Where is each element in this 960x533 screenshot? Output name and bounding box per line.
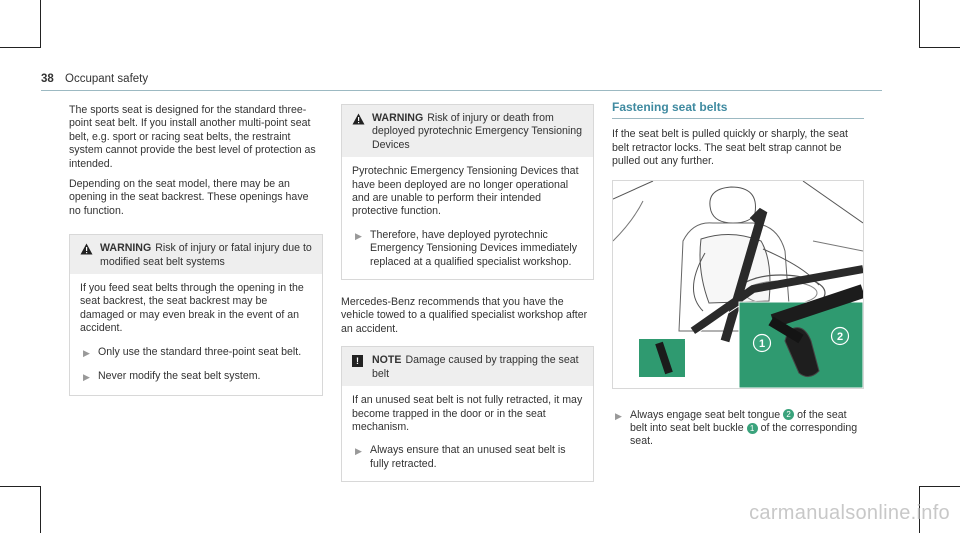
- crop-mark: [40, 486, 41, 533]
- instruction-part: of the seat belt into seat belt buckle: [630, 408, 847, 435]
- paragraph: If the seat belt is pulled quickly or sharply, the seat belt retractor locks. The seat belt strap cannot be pulled out any further.: [612, 128, 848, 168]
- list-item-text: Always ensure that an unused seat belt is fully retracted.: [370, 444, 566, 470]
- warning-text: Pyrotechnic Emergency Tensioning Devices that have been deployed are no longer operational and are unable to perform their intended protective function.: [352, 165, 579, 218]
- warning-text: If you feed seat belts through the opening in the seat backrest, the seat backrest may be damaged or may even break in the event of an accident.: [80, 282, 304, 335]
- page-header: [41, 73, 148, 85]
- header-rule: [41, 90, 882, 91]
- warning-label: WARNING: [100, 242, 152, 255]
- arrow-bullet-icon: ▶: [83, 347, 90, 358]
- note-body: [342, 386, 593, 481]
- paragraph: Mercedes-Benz recommends that you have the vehicle towed to a qualified specialist workshop after an accident.: [341, 296, 588, 335]
- seat-belt-illustration: [612, 180, 864, 389]
- section-heading: Fastening seat belts: [612, 101, 864, 119]
- callout-ref-2: 2: [783, 409, 794, 420]
- warning-triangle-icon: [80, 243, 100, 259]
- section-title: Occupant safety: [65, 73, 149, 85]
- warning-box: [69, 234, 323, 395]
- list-item-text: Therefore, have deployed pyrotechnic Emergency Tensioning Devices immediately replaced at a qualified specialist workshop.: [370, 228, 578, 268]
- arrow-bullet-icon: ▶: [83, 372, 90, 383]
- list-item: [352, 444, 583, 471]
- warning-title: [372, 112, 583, 152]
- list-item: [80, 370, 312, 384]
- warning-title: [100, 242, 312, 269]
- crop-mark: [920, 486, 960, 487]
- list-item: [80, 346, 312, 360]
- note-icon: !: [352, 355, 372, 368]
- note-text: If an unused seat belt is not fully retracted, it may become trapped in the door or in the seat mechanism.: [352, 394, 583, 433]
- instruction-part: Always engage seat belt tongue: [630, 408, 781, 421]
- crop-mark: [919, 0, 920, 48]
- warning-box: [341, 104, 594, 280]
- crop-mark: [0, 486, 40, 487]
- warning-title-text: Risk of injury or death from deployed pyrotechnic Emergency Tensioning Devices: [372, 112, 583, 151]
- note-title: [372, 354, 583, 381]
- warning-label: WARNING: [372, 112, 424, 124]
- warning-body: [70, 274, 322, 394]
- arrow-bullet-icon: ▶: [355, 446, 362, 457]
- arrow-bullet-icon: ▶: [615, 410, 622, 421]
- column-2: [341, 104, 594, 482]
- crop-mark: [40, 0, 41, 48]
- crop-mark: [0, 47, 40, 48]
- list-item-text: Only use the standard three-point seat belt.: [98, 345, 302, 358]
- note-label: NOTE: [372, 354, 402, 367]
- crop-mark: [920, 47, 960, 48]
- note-title-text: Damage caused by trapping the seat belt: [372, 354, 579, 380]
- page-number: 38: [41, 73, 54, 85]
- paragraph: The sports seat is designed for the standard three-point seat belt. If you install another multi-point seat belt, e.g. sport or racing seat belts, the restraint system cannot provide the best level of protection as intended.: [69, 104, 316, 170]
- note-box: [341, 346, 594, 482]
- column-3: [612, 101, 864, 449]
- warning-body: [342, 157, 593, 279]
- callout-1-label: 1: [758, 337, 766, 350]
- callout-2-label: 2: [836, 330, 844, 343]
- callout-ref-1: 1: [747, 423, 758, 434]
- watermark: carmanualsonline.info: [749, 502, 950, 524]
- instruction-part: of the corresponding seat.: [630, 422, 858, 448]
- note-header: [342, 347, 593, 386]
- column-1: [69, 104, 323, 396]
- warning-header: [342, 105, 593, 157]
- list-item: [612, 409, 864, 449]
- arrow-bullet-icon: ▶: [355, 230, 362, 241]
- list-item: [352, 229, 583, 269]
- list-item-text: Never modify the seat belt system.: [98, 370, 261, 383]
- warning-header: [70, 235, 322, 274]
- paragraph: Depending on the seat model, there may be an opening in the seat backrest. These openings have no function.: [69, 178, 309, 217]
- warning-triangle-icon: [352, 113, 372, 129]
- warning-title-text: Risk of injury or fatal injury due to modified seat belt systems: [100, 242, 312, 268]
- instruction-text: [630, 409, 864, 449]
